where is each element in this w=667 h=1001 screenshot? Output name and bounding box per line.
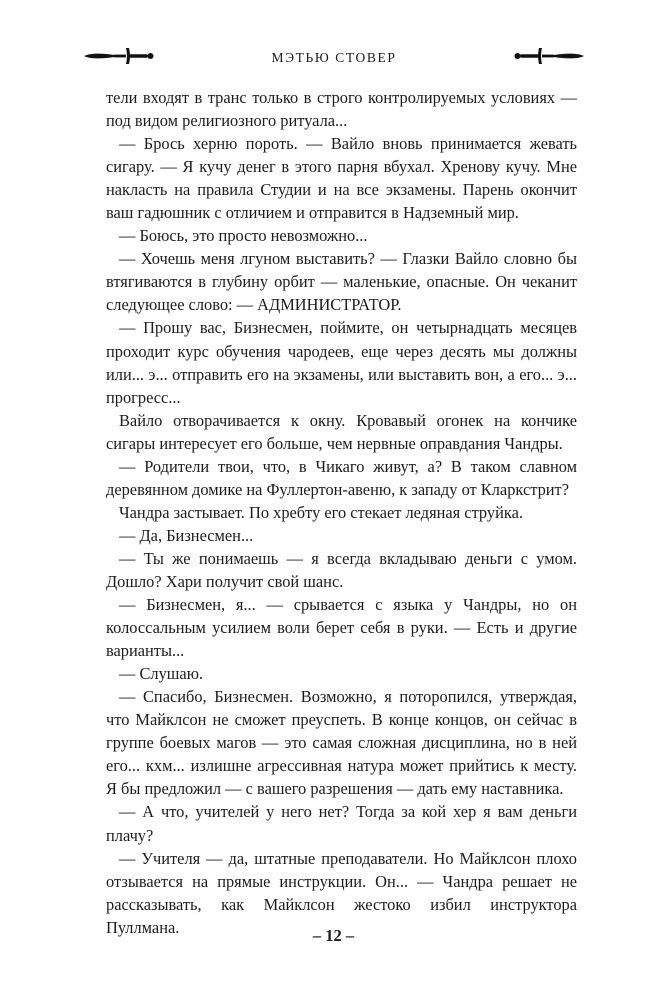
paragraph: — Бизнесмен, я... — срывается с языка у Чандры, но он колоссальным усилием воли берет себя в руки. — Есть и другие варианты...: [106, 595, 577, 661]
dagger-icon: [512, 46, 584, 66]
paragraph: — Родители твои, что, в Чикаго живут, а? В таком славном деревянном домике на Фуллертон-авеню, к западу от Кларкстрит?: [106, 456, 577, 499]
paragraph: тели входят в транс только в строго контролируемых условиях — под видом религиозного ритуала...: [106, 88, 577, 131]
paragraph: — А что, учителей у него нет? Тогда за кой хер я вам деньги плачу?: [106, 802, 577, 845]
paragraph: — Боюсь, это просто невозможно...: [119, 226, 368, 246]
paragraph: Чандра застывает. По хребту его стекает ледяная струйка.: [119, 502, 523, 522]
paragraph: — Прошу вас, Бизнесмен, поймите, он четырнадцать месяцев проходит курс обучения чародеев, еще через десять мы должны или... э... отправить его на экзамены, или выставить вон, а его... э... прогресс...: [106, 318, 577, 407]
paragraph: — Слушаю.: [119, 664, 204, 684]
paragraph: — Хочешь меня лгуном выставить? — Глазки Вайло словно бы втягиваются в глубину орбит — маленькие, опасные. Он чеканит следующее слово: — АДМИНИСТРАТОР.: [106, 249, 577, 315]
paragraph: — Ты же понимаешь — я всегда вкладываю деньги с умом. Дошло? Хари получит свой шанс.: [106, 548, 577, 591]
paragraph: — Брось херню пороть. — Вайло вновь принимается жевать сигару. — Я кучу денег в этого парня вбухал. Хренову кучу. Мне накласть на правила Студии и на все экзамены. Парень окончит ваш гадюшник с отличием и отправится в Надземный мир.: [106, 134, 577, 223]
paragraph: — Учителя — да, штатные преподаватели. Но Майклсон плохо отзывается на прямые инструкции. Он... — Чандра решает не рассказывать, как Майклсон жестоко избил инструктора Пуллмана.: [106, 848, 577, 937]
paragraph: — Спасибо, Бизнесмен. Возможно, я поторопился, утверждая, что Майклсон не сможет преуспеть. В конце концов, он сейчас в группе боевых магов — это самая сложная дисциплина, но в ней его... кхм... излишне агрессивная натура может прийтись к месту. Я бы предложил — с вашего разрешения — дать ему наставника.: [106, 687, 577, 799]
page-number: – 12 –: [312, 926, 355, 945]
paragraph: Вайло отворачивается к окну. Кровавый огонек на кончике сигары интересует его больше, чем нервные оправдания Чандры.: [106, 410, 577, 453]
body-text: [106, 86, 577, 939]
paragraph: — Да, Бизнесмен...: [119, 525, 254, 545]
running-head-title: МЭТЬЮ СТОВЕР: [271, 50, 397, 65]
running-header: [84, 40, 584, 74]
